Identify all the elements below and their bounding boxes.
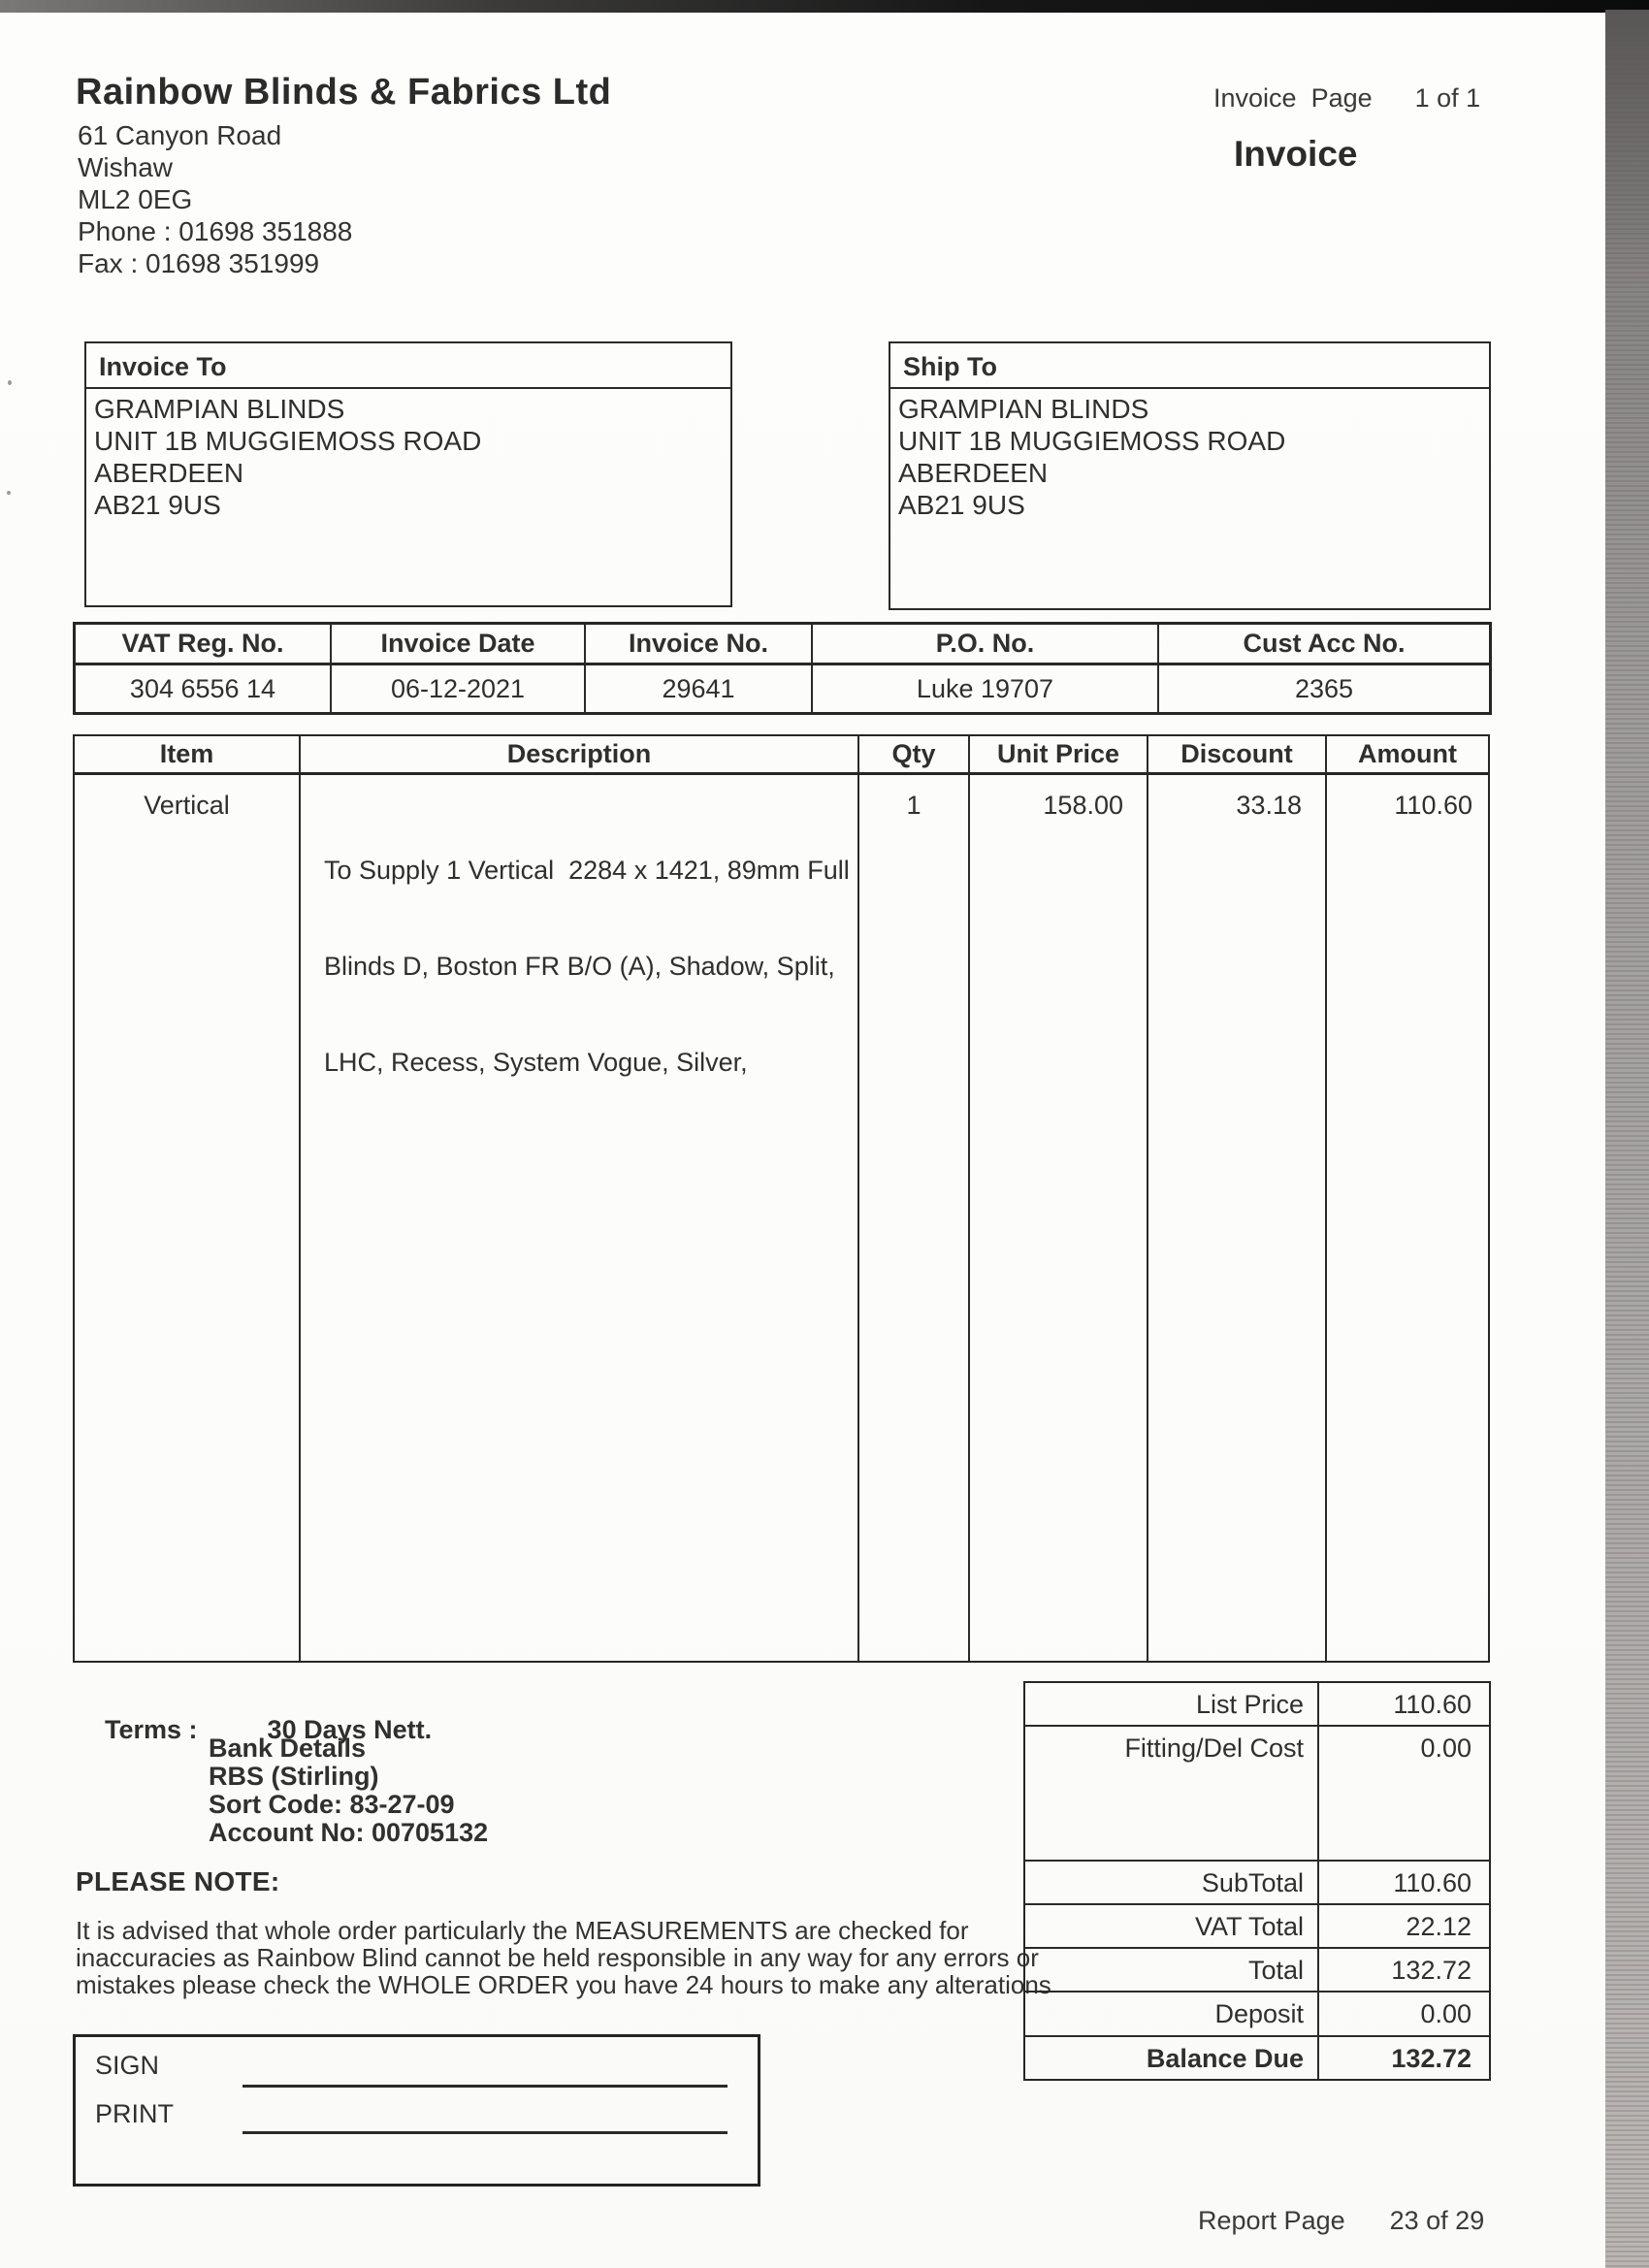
scan-speck: [7, 491, 11, 495]
items-header-discount: Discount: [1147, 736, 1325, 775]
item-description-line: Blinds D, Boston FR B/O (A), Shadow, Split,: [324, 952, 835, 981]
meta-value-po-no: Luke 19707: [811, 665, 1157, 712]
invoice-to-address: [86, 389, 730, 521]
company-phone: Phone : 01698 351888: [78, 216, 353, 246]
bank-details-heading: Bank Details: [209, 1733, 367, 1763]
totals-label-subtotal: SubTotal: [1025, 1862, 1317, 1905]
terms-value: 30 Days Nett.: [267, 1715, 433, 1744]
ship-to-line: GRAMPIAN BLINDS: [898, 394, 1149, 424]
item-description-line: LHC, Recess, System Vogue, Silver,: [324, 1048, 748, 1077]
scan-speck: [8, 380, 12, 385]
invoice-to-line: UNIT 1B MUGGIEMOSS ROAD: [94, 426, 482, 456]
ship-to-address: [890, 389, 1489, 521]
item-cell-item: Vertical: [144, 791, 230, 820]
ship-to-line: UNIT 1B MUGGIEMOSS ROAD: [898, 426, 1286, 456]
totals-label-fitting-del-cost: Fitting/Del Cost: [1025, 1727, 1317, 1862]
sign-label: SIGN: [95, 2051, 160, 2080]
item-cell-description: [299, 775, 857, 1661]
totals-value-deposit: 0.00: [1317, 1993, 1489, 2037]
meta-value-invoice-date: 06-12-2021: [330, 665, 584, 712]
invoice-to-line: GRAMPIAN BLINDS: [94, 394, 345, 424]
meta-header-invoice-no: Invoice No.: [584, 625, 811, 665]
company-address-line: Wishaw: [78, 152, 174, 182]
invoice-to-line: AB21 9US: [94, 490, 221, 520]
note-line: It is advised that whole order particularly the MEASUREMENTS are checked for: [76, 1916, 969, 1945]
document-title: Invoice: [1234, 134, 1358, 174]
company-address-line: ML2 0EG: [78, 184, 193, 214]
line-items-table: [73, 734, 1490, 1663]
totals-box: [1023, 1681, 1491, 2081]
invoice-page-value: 1 of 1: [1414, 83, 1481, 113]
totals-label-balance-due: Balance Due: [1146, 2044, 1304, 2073]
sign-line: [242, 2085, 728, 2088]
items-header-qty: Qty: [857, 736, 968, 775]
totals-value-total: 132.72: [1317, 1949, 1489, 1993]
totals-value-balance-due: 132.72: [1317, 2037, 1489, 2079]
items-header-unit-price: Unit Price: [968, 736, 1147, 775]
please-note-heading: PLEASE NOTE:: [76, 1866, 280, 1896]
scanner-edge-right: [1605, 10, 1649, 2268]
totals-label-list-price: List Price: [1025, 1683, 1317, 1727]
company-address: [78, 119, 352, 279]
company-fax: Fax : 01698 351999: [78, 248, 320, 278]
print-label: PRINT: [95, 2099, 174, 2128]
ship-to-box: [889, 341, 1491, 610]
note-line: inaccuracies as Rainbow Blind cannot be held responsible in any way for any errors or: [76, 1943, 1039, 1972]
invoice-page-label: Invoice Page: [1213, 83, 1373, 113]
totals-value-subtotal: 110.60: [1317, 1862, 1489, 1905]
invoice-meta-table: [73, 622, 1492, 715]
totals-value-fitting-del-cost: 0.00: [1317, 1727, 1489, 1862]
bank-account-no: Account No: 00705132: [209, 1818, 489, 1847]
invoice-to-heading: Invoice To: [86, 343, 730, 389]
terms-label: Terms :: [105, 1715, 198, 1744]
ship-to-heading: Ship To: [890, 343, 1489, 389]
items-header-description: Description: [299, 736, 857, 775]
invoice-to-line: ABERDEEN: [94, 458, 244, 488]
meta-header-vat-reg-no: VAT Reg. No.: [76, 625, 330, 665]
totals-label-total: Total: [1025, 1949, 1317, 1993]
meta-value-cust-acc-no: 2365: [1157, 665, 1489, 712]
meta-header-cust-acc-no: Cust Acc No.: [1157, 625, 1489, 665]
ship-to-line: AB21 9US: [898, 490, 1025, 520]
items-header-amount: Amount: [1325, 736, 1488, 775]
item-cell-unit-price: 158.00: [968, 775, 1147, 1661]
items-header-item: Item: [75, 736, 299, 775]
meta-header-po-no: P.O. No.: [811, 625, 1157, 665]
item-cell-discount: 33.18: [1147, 775, 1325, 1661]
totals-value-list-price: 110.60: [1317, 1683, 1489, 1727]
meta-header-invoice-date: Invoice Date: [330, 625, 584, 665]
company-address-line: 61 Canyon Road: [78, 120, 282, 150]
invoice-page-indicator: [1184, 53, 1480, 144]
note-line: mistakes please check the WHOLE ORDER you have 24 hours to make any alterations: [76, 1970, 1051, 1999]
print-line: [242, 2131, 728, 2134]
company-name: Rainbow Blinds & Fabrics Ltd: [76, 72, 612, 113]
totals-label-deposit: Deposit: [1025, 1993, 1317, 2037]
report-page-indicator: [1169, 2176, 1484, 2266]
meta-value-invoice-no: 29641: [584, 665, 811, 712]
totals-value-vat-total: 22.12: [1317, 1905, 1489, 1949]
signature-box: [73, 2034, 760, 2187]
item-description-line: To Supply 1 Vertical 2284 x 1421, 89mm Full: [324, 856, 850, 885]
bank-sort-code: Sort Code: 83-27-09: [209, 1790, 455, 1819]
item-cell-amount: 110.60: [1325, 775, 1488, 1661]
report-page-value: 23 of 29: [1389, 2206, 1485, 2235]
invoice-to-box: [84, 341, 732, 607]
report-page-label: Report Page: [1198, 2206, 1345, 2235]
totals-label-vat-total: VAT Total: [1025, 1905, 1317, 1949]
item-cell-qty: 1: [857, 775, 968, 1661]
bank-name: RBS (Stirling): [209, 1762, 379, 1791]
note-paragraph: [76, 1917, 1051, 1998]
bank-details: [209, 1734, 488, 1847]
scanner-edge-top: [0, 0, 1649, 13]
ship-to-line: ABERDEEN: [898, 458, 1049, 488]
meta-value-vat-reg-no: 304 6556 14: [129, 673, 276, 703]
